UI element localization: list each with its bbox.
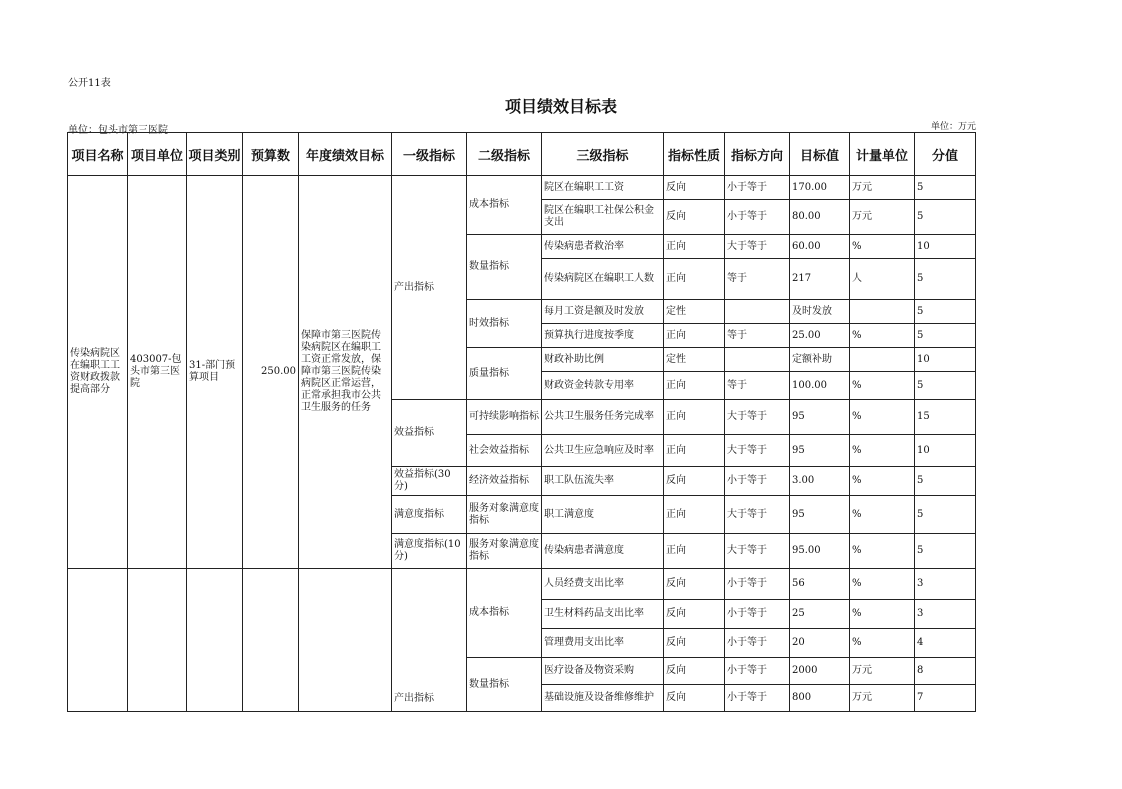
table-row — [68, 569, 976, 600]
col-header: 预算数 — [243, 133, 299, 176]
indicator-direction: 大于等于 — [725, 435, 790, 467]
level3-indicator: 每月工资是额及时发放 — [542, 300, 664, 324]
level2-indicator: 可持续影响指标 — [467, 400, 542, 435]
measure-unit: % — [850, 324, 915, 348]
level2-indicator: 成本指标 — [467, 176, 542, 235]
indicator-nature: 反向 — [664, 569, 725, 600]
indicator-nature: 正向 — [664, 496, 725, 534]
level1-indicator: 效益指标(30分) — [392, 467, 467, 496]
indicator-nature: 定性 — [664, 348, 725, 372]
indicator-nature: 反向 — [664, 467, 725, 496]
measure-unit: % — [850, 467, 915, 496]
performance-table — [67, 132, 976, 712]
level3-indicator: 院区在编职工社保公积金支出 — [542, 200, 664, 235]
indicator-nature: 反向 — [664, 629, 725, 658]
indicator-nature: 正向 — [664, 324, 725, 348]
indicator-nature: 反向 — [664, 200, 725, 235]
level3-indicator: 管理费用支出比率 — [542, 629, 664, 658]
score: 5 — [915, 467, 976, 496]
target-value: 60.00 — [790, 235, 850, 259]
level3-indicator: 职工队伍流失率 — [542, 467, 664, 496]
level3-indicator: 医疗设备及物资采购 — [542, 658, 664, 685]
target-value: 95 — [790, 400, 850, 435]
score: 5 — [915, 259, 976, 300]
score: 5 — [915, 324, 976, 348]
target-value: 定额补助 — [790, 348, 850, 372]
currency-unit-label: 单位：万元 — [931, 122, 977, 132]
indicator-direction: 等于 — [725, 259, 790, 300]
level2-indicator: 经济效益指标 — [467, 467, 542, 496]
indicator-direction: 大于等于 — [725, 534, 790, 569]
measure-unit: % — [850, 372, 915, 400]
project-unit — [128, 569, 187, 712]
level2-indicator: 社会效益指标 — [467, 435, 542, 467]
indicator-direction: 小于等于 — [725, 685, 790, 712]
indicator-direction: 小于等于 — [725, 200, 790, 235]
level3-indicator: 传染病院区在编职工人数 — [542, 259, 664, 300]
target-value: 95 — [790, 435, 850, 467]
indicator-nature: 正向 — [664, 372, 725, 400]
col-header: 项目类别 — [187, 133, 243, 176]
indicator-nature: 反向 — [664, 685, 725, 712]
indicator-nature: 反向 — [664, 658, 725, 685]
level1-indicator: 效益指标 — [392, 400, 467, 467]
indicator-direction: 小于等于 — [725, 569, 790, 600]
measure-unit — [850, 300, 915, 324]
indicator-nature: 正向 — [664, 534, 725, 569]
col-header: 分值 — [915, 133, 976, 176]
score: 3 — [915, 569, 976, 600]
target-value: 100.00 — [790, 372, 850, 400]
page-title: 项目绩效目标表 — [504, 97, 617, 116]
level1-indicator: 产出指标 — [392, 176, 467, 400]
level3-indicator: 公共卫生应急响应及时率 — [542, 435, 664, 467]
target-value: 170.00 — [790, 176, 850, 200]
indicator-direction: 等于 — [725, 372, 790, 400]
level2-indicator: 时效指标 — [467, 300, 542, 348]
level1-indicator: 满意度指标(10分) — [392, 534, 467, 569]
measure-unit: % — [850, 435, 915, 467]
score: 5 — [915, 176, 976, 200]
score: 8 — [915, 658, 976, 685]
indicator-direction: 大于等于 — [725, 496, 790, 534]
measure-unit: % — [850, 534, 915, 569]
col-header: 项目名称 — [68, 133, 128, 176]
measure-unit: % — [850, 496, 915, 534]
measure-unit: % — [850, 600, 915, 629]
measure-unit: % — [850, 569, 915, 600]
target-value: 95 — [790, 496, 850, 534]
score: 5 — [915, 496, 976, 534]
measure-unit: 万元 — [850, 658, 915, 685]
project-budget: 250.00 — [243, 176, 299, 569]
score: 15 — [915, 400, 976, 435]
project-category: 31-部门预算项目 — [187, 176, 243, 569]
indicator-nature: 反向 — [664, 600, 725, 629]
indicator-nature: 正向 — [664, 400, 725, 435]
target-value: 及时发放 — [790, 300, 850, 324]
measure-unit: 万元 — [850, 685, 915, 712]
level1-indicator: 满意度指标 — [392, 496, 467, 534]
indicator-direction: 小于等于 — [725, 176, 790, 200]
measure-unit: 人 — [850, 259, 915, 300]
level3-indicator: 职工满意度 — [542, 496, 664, 534]
level2-indicator: 数量指标 — [467, 235, 542, 300]
measure-unit: % — [850, 400, 915, 435]
level2-indicator: 数量指标 — [467, 658, 542, 712]
score: 5 — [915, 200, 976, 235]
col-header: 指标性质 — [664, 133, 725, 176]
indicator-direction: 等于 — [725, 324, 790, 348]
indicator-nature: 正向 — [664, 435, 725, 467]
table-row — [68, 176, 976, 200]
level3-indicator: 卫生材料药品支出比率 — [542, 600, 664, 629]
score: 10 — [915, 235, 976, 259]
col-header: 项目单位 — [128, 133, 187, 176]
target-value: 25.00 — [790, 324, 850, 348]
project-goal: 保障市第三医院传染病院区在编职工工资正常发放，保障市第三医院传染病院区正常运营，正常承担我市公共卫生服务的任务 — [299, 176, 392, 569]
target-value: 800 — [790, 685, 850, 712]
level3-indicator: 院区在编职工工资 — [542, 176, 664, 200]
score: 3 — [915, 600, 976, 629]
unit-label: 单位：包头市第三医院 — [68, 125, 168, 136]
level2-indicator: 成本指标 — [467, 569, 542, 658]
indicator-direction: 小于等于 — [725, 629, 790, 658]
indicator-direction: 大于等于 — [725, 235, 790, 259]
indicator-direction — [725, 348, 790, 372]
score: 7 — [915, 685, 976, 712]
level2-indicator: 服务对象满意度指标 — [467, 496, 542, 534]
col-header: 一级指标 — [392, 133, 467, 176]
target-value: 217 — [790, 259, 850, 300]
score: 10 — [915, 348, 976, 372]
col-header: 三级指标 — [542, 133, 664, 176]
indicator-nature: 反向 — [664, 176, 725, 200]
indicator-nature: 正向 — [664, 259, 725, 300]
project-category — [187, 569, 243, 712]
project-unit: 403007-包头市第三医院 — [128, 176, 187, 569]
level3-indicator: 传染病患者救治率 — [542, 235, 664, 259]
project-name — [68, 569, 128, 712]
score: 5 — [915, 300, 976, 324]
form-code: 公开11表 — [68, 78, 111, 89]
level2-indicator: 服务对象满意度指标 — [467, 534, 542, 569]
level3-indicator: 基础设施及设备维修维护 — [542, 685, 664, 712]
indicator-nature: 正向 — [664, 235, 725, 259]
level3-indicator: 人员经费支出比率 — [542, 569, 664, 600]
indicator-direction: 大于等于 — [725, 400, 790, 435]
indicator-direction: 小于等于 — [725, 467, 790, 496]
measure-unit: 万元 — [850, 200, 915, 235]
measure-unit: % — [850, 235, 915, 259]
indicator-direction — [725, 300, 790, 324]
score: 5 — [915, 372, 976, 400]
col-header: 指标方向 — [725, 133, 790, 176]
indicator-direction: 小于等于 — [725, 658, 790, 685]
target-value: 80.00 — [790, 200, 850, 235]
target-value: 20 — [790, 629, 850, 658]
measure-unit — [850, 348, 915, 372]
project-name: 传染病院区在编职工工资财政拨款提高部分 — [68, 176, 128, 569]
level1-indicator: 产出指标 — [392, 569, 467, 712]
level3-indicator: 传染病患者满意度 — [542, 534, 664, 569]
level3-indicator: 预算执行进度按季度 — [542, 324, 664, 348]
target-value: 25 — [790, 600, 850, 629]
indicator-direction: 小于等于 — [725, 600, 790, 629]
col-header: 年度绩效目标 — [299, 133, 392, 176]
measure-unit: % — [850, 629, 915, 658]
target-value: 2000 — [790, 658, 850, 685]
target-value: 95.00 — [790, 534, 850, 569]
target-value: 3.00 — [790, 467, 850, 496]
target-value: 56 — [790, 569, 850, 600]
score: 4 — [915, 629, 976, 658]
header-row — [68, 133, 976, 176]
level2-indicator: 质量指标 — [467, 348, 542, 400]
col-header: 二级指标 — [467, 133, 542, 176]
measure-unit: 万元 — [850, 176, 915, 200]
score: 10 — [915, 435, 976, 467]
level3-indicator: 公共卫生服务任务完成率 — [542, 400, 664, 435]
level3-indicator: 财政资金转款专用率 — [542, 372, 664, 400]
indicator-nature: 定性 — [664, 300, 725, 324]
score: 5 — [915, 534, 976, 569]
col-header: 目标值 — [790, 133, 850, 176]
project-budget — [243, 569, 299, 712]
project-goal — [299, 569, 392, 712]
level3-indicator: 财政补助比例 — [542, 348, 664, 372]
col-header: 计量单位 — [850, 133, 915, 176]
